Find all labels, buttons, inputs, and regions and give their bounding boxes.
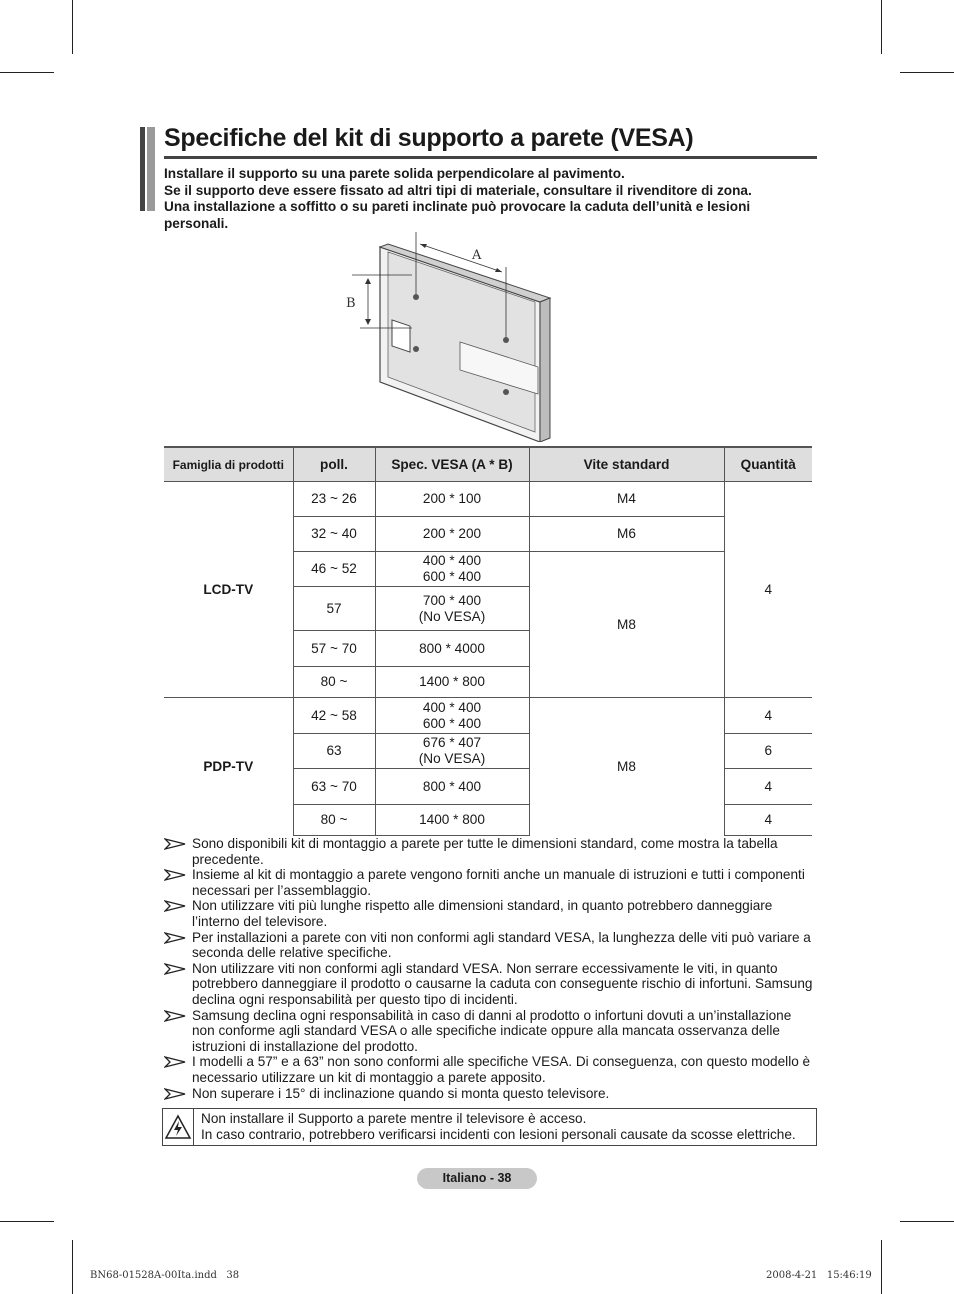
screw-cell: M4 [529, 482, 724, 517]
footer-timestamp: 2008-4-21 15:46:19 [766, 1270, 872, 1281]
list-item [164, 836, 816, 867]
size-cell: 32 ~ 40 [293, 517, 375, 552]
note-text: Non utilizzare viti più lunghe rispetto alle dimensioni standard, in quanto potrebbero danneggiare l’interno del televisore. [192, 898, 773, 929]
size-cell: 63 ~ 70 [293, 769, 375, 805]
note-text: Sono disponibili kit di montaggio a parete per tutte le dimensioni standard, come mostra la tabella precedente. [192, 836, 778, 867]
intro-line: Installare il supporto su una parete solida perpendicolare al pavimento. [164, 166, 625, 181]
quantity-cell: 4 [724, 769, 812, 805]
size-cell: 23 ~ 26 [293, 482, 375, 517]
pdp-group [164, 698, 812, 836]
title-accent-bar [147, 127, 155, 211]
list-item [164, 930, 816, 961]
warning-line: In caso contrario, potrebbero verificarsi incidenti con lesioni personali causate da scosse elettriche. [201, 1126, 796, 1142]
note-text: Insieme al kit di montaggio a parete vengono forniti anche un manuale di istruzioni e tutti i componenti necessari per l’assemblaggio. [192, 867, 805, 898]
crop-mark [881, 1240, 882, 1294]
dimension-b-label: B [346, 296, 356, 311]
list-item [164, 898, 816, 929]
screw-cell: M8 [529, 552, 724, 698]
warning-text [201, 1111, 796, 1142]
crop-mark [0, 1221, 54, 1222]
crop-mark [72, 0, 73, 54]
warning-line: Non installare il Supporto a parete mentre il televisore è acceso. [201, 1111, 587, 1126]
title-underline [164, 156, 817, 159]
warning-icon-cell [163, 1109, 194, 1145]
vesa-cell: 800 * 4000 [375, 631, 529, 667]
note-text: Samsung declina ogni responsabilità in caso di danni al prodotto o infortuni dovuti a un’installazione non conforme agli standard VESA o alle specifiche indicate oppure alla mancata osservanza delle istruzioni di installazione del prodotto. [192, 1007, 792, 1054]
intro-text [164, 166, 804, 232]
size-cell: 63 [293, 734, 375, 769]
arrow-bullet-icon [164, 838, 186, 850]
notes-list [164, 836, 816, 1101]
crop-mark [0, 72, 54, 73]
crop-mark [72, 1240, 73, 1294]
tv-back-illustration [340, 232, 570, 442]
size-cell: 57 [293, 587, 375, 631]
page-title: Specifiche del kit di supporto a parete (VESA) [164, 124, 694, 152]
screw-cell: M8 [529, 698, 724, 836]
note-text: Non superare i 15° di inclinazione quando si monta questo televisore. [192, 1085, 610, 1101]
size-cell: 57 ~ 70 [293, 631, 375, 667]
vesa-cell: 400 * 400 600 * 400 [375, 698, 529, 734]
table-row [164, 698, 812, 734]
header-vesa: Spec. VESA (A * B) [375, 447, 529, 482]
arrow-bullet-icon [164, 1056, 186, 1068]
crop-mark [881, 0, 882, 54]
vesa-cell: 400 * 400 600 * 400 [375, 552, 529, 587]
screw-cell: M6 [529, 517, 724, 552]
electric-hazard-icon [163, 1109, 193, 1145]
vesa-cell: 200 * 200 [375, 517, 529, 552]
intro-line: Se il supporto deve essere fissato ad altri tipi di materiale, consultare il rivenditore di zona. [164, 182, 752, 198]
warning-box [162, 1108, 817, 1146]
vesa-cell: 200 * 100 [375, 482, 529, 517]
arrow-bullet-icon [164, 963, 186, 975]
header-family: Famiglia di prodotti [164, 447, 293, 482]
list-item [164, 1008, 816, 1055]
dimension-a-label: A [472, 248, 482, 263]
crop-mark [900, 72, 954, 73]
arrow-bullet-icon [164, 869, 186, 881]
quantity-cell: 6 [724, 734, 812, 769]
arrow-bullet-icon [164, 932, 186, 944]
quantity-cell: 4 [724, 698, 812, 734]
footer-file-info: BN68-01528A-00Ita.indd 38 [90, 1270, 240, 1281]
vesa-cell: 676 * 407 (No VESA) [375, 734, 529, 769]
list-item [164, 961, 816, 1008]
vesa-cell: 1400 * 800 [375, 805, 529, 836]
list-item [164, 1086, 816, 1102]
quantity-cell: 4 [724, 482, 812, 698]
note-text: Per installazioni a parete con viti non conformi agli standard VESA, la lunghezza delle viti può variare a seconda delle relative specifiche. [192, 929, 811, 961]
intro-line: Una installazione a soffitto o su pareti inclinate può provocare la caduta dell’unità e lesioni personali. [164, 199, 751, 231]
header-inches: poll. [293, 447, 375, 482]
title-accent-bar [140, 127, 145, 211]
page-number-badge: Italiano - 38 [417, 1168, 537, 1189]
list-item [164, 867, 816, 898]
size-cell: 42 ~ 58 [293, 698, 375, 734]
size-cell: 46 ~ 52 [293, 552, 375, 587]
family-cell: LCD-TV [164, 482, 293, 698]
vesa-cell: 700 * 400 (No VESA) [375, 587, 529, 631]
vesa-cell: 800 * 400 [375, 769, 529, 805]
quantity-cell: 4 [724, 805, 812, 836]
header-quantity: Quantità [724, 447, 812, 482]
crop-mark [900, 1221, 954, 1222]
family-cell: PDP-TV [164, 698, 293, 836]
size-cell: 80 ~ [293, 805, 375, 836]
lcd-group [164, 482, 812, 698]
size-cell: 80 ~ [293, 667, 375, 698]
vesa-spec-table [164, 446, 812, 836]
note-text: Non utilizzare viti non conformi agli standard VESA. Non serrare eccessivamente le viti, in quanto potrebbero danneggiare il prodotto o causarne la caduta con conseguente rischio di infortuni. Samsung declina ogni responsabilità per questo tipo di incidenti. [192, 960, 813, 1007]
vesa-cell: 1400 * 800 [375, 667, 529, 698]
list-item [164, 1054, 816, 1085]
table-header-row [164, 447, 812, 482]
arrow-bullet-icon [164, 1010, 186, 1022]
note-text: I modelli a 57” e a 63” non sono conformi alle specifiche VESA. Di conseguenza, con questo modello è necessario utilizzare un kit di montaggio a parete apposito. [192, 1054, 811, 1085]
table-row [164, 482, 812, 517]
header-screw: Vite standard [529, 447, 724, 482]
arrow-bullet-icon [164, 1088, 186, 1100]
arrow-bullet-icon [164, 900, 186, 912]
